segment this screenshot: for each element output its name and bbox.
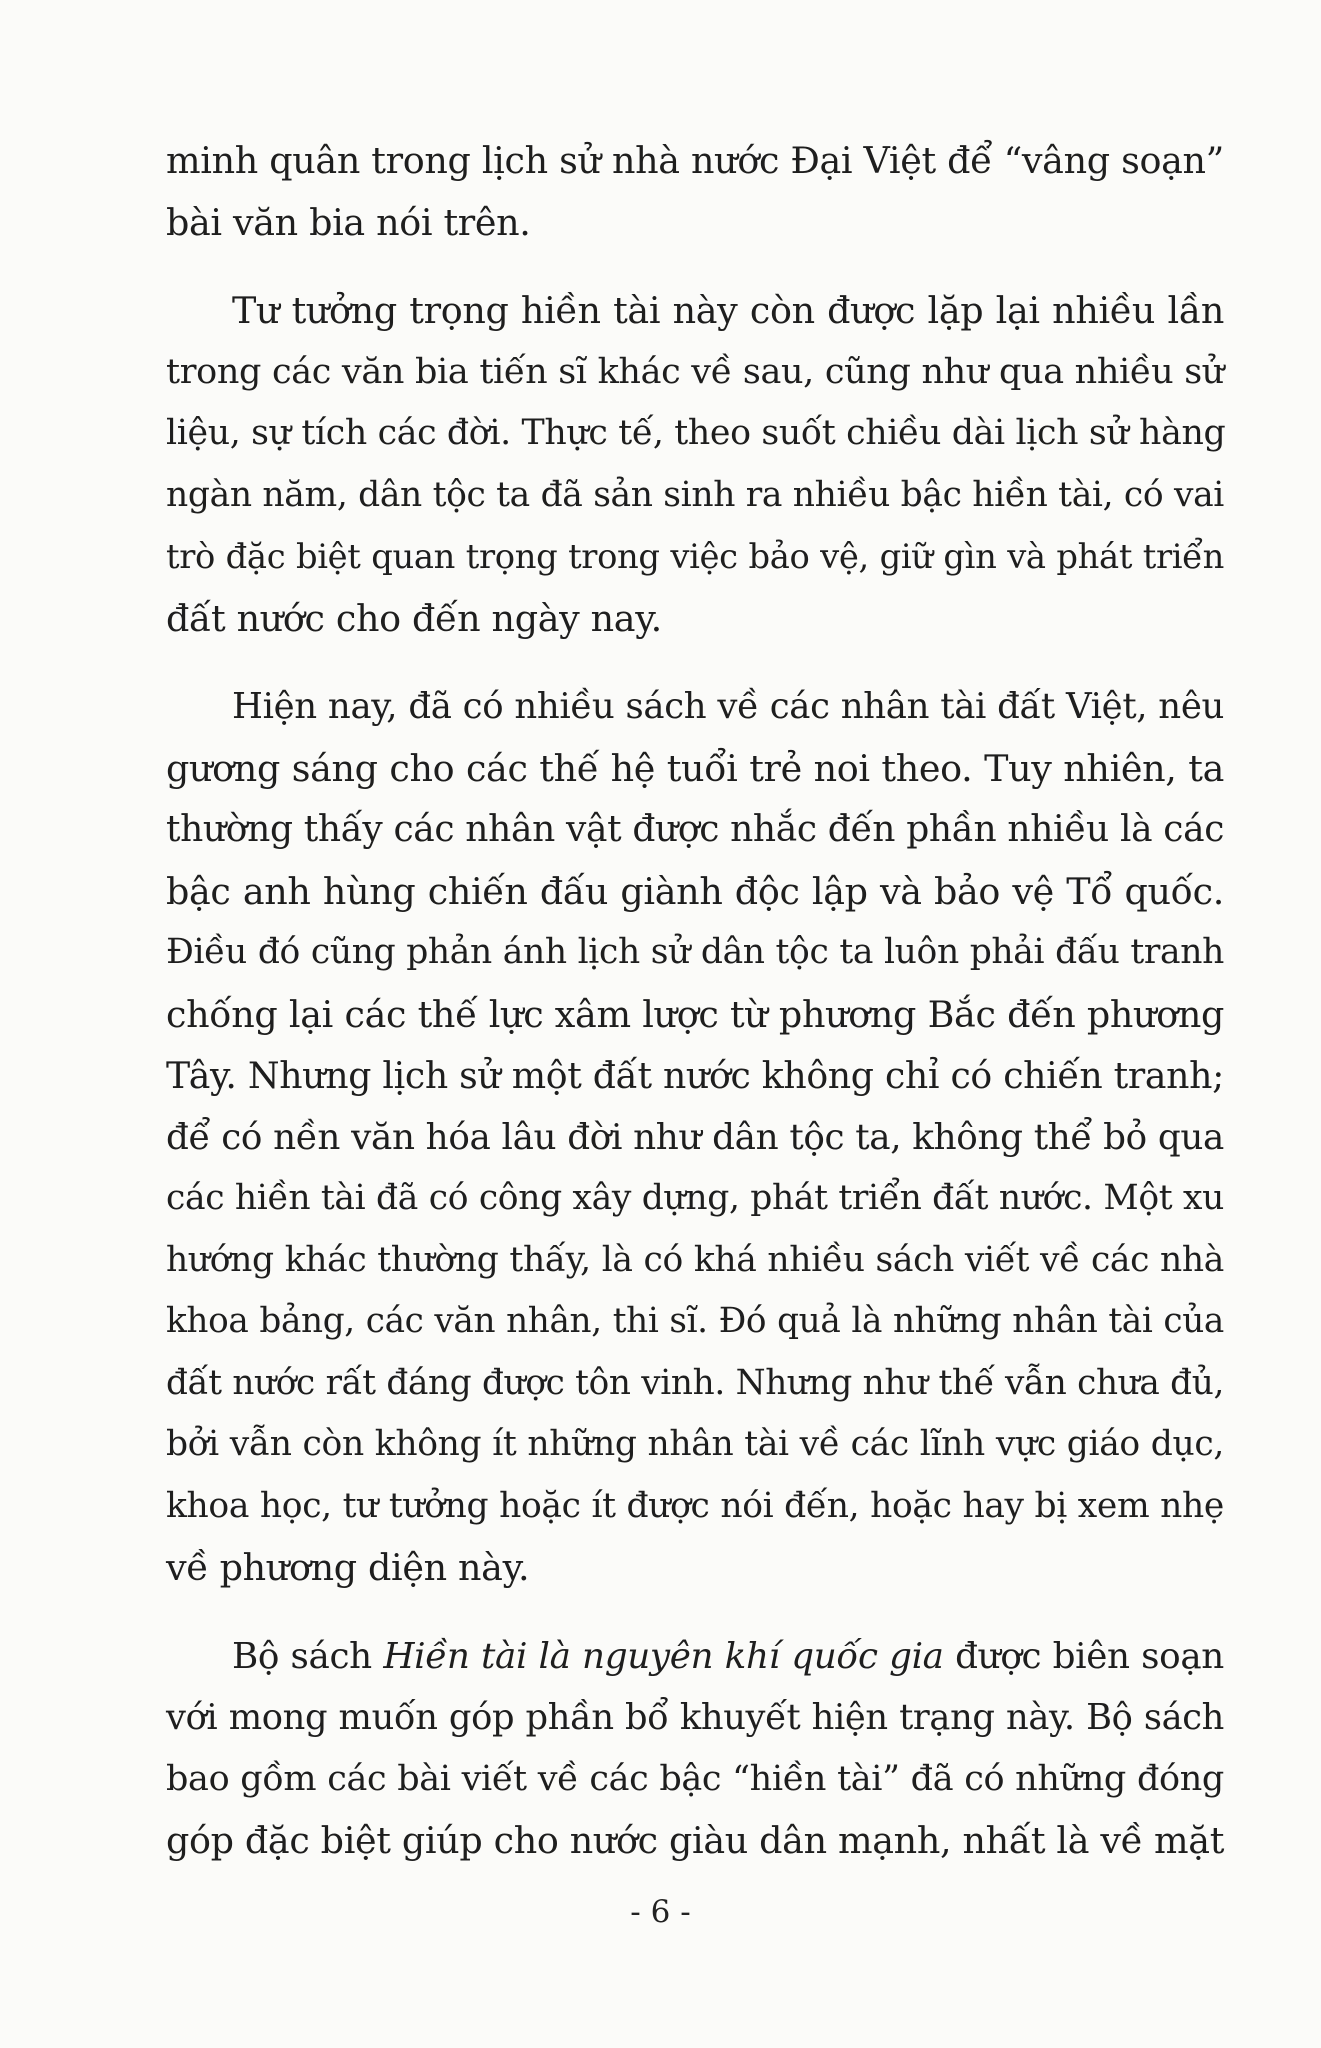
text-line: thường thấy các nhân vật được nhắc đến phần nhiều là các bbox=[166, 809, 1225, 850]
text-line: khoa bảng, các văn nhân, thi sĩ. Đó quả là những nhân tài của bbox=[166, 1301, 1224, 1341]
paragraph-1 bbox=[166, 130, 1224, 253]
page-number: - 6 - bbox=[630, 1894, 691, 1930]
text-line: các hiền tài đã có công xây dựng, phát triển đất nước. Một xu bbox=[166, 1178, 1224, 1218]
paragraph-3 bbox=[166, 676, 1224, 1599]
text-line: Hiện nay, đã có nhiều sách về các nhân tài đất Việt, nêu bbox=[232, 686, 1224, 727]
text-line bbox=[166, 1626, 1224, 1688]
body-text bbox=[166, 130, 1224, 1899]
text-span: được biên soạn bbox=[943, 1635, 1224, 1677]
text-line: bởi vẫn còn không ít những nhân tài về các lĩnh vực giáo dục, bbox=[166, 1424, 1224, 1464]
paragraph-4 bbox=[166, 1626, 1224, 1872]
text-line: góp đặc biệt giúp cho nước giàu dân mạnh, nhất là về mặt bbox=[166, 1819, 1225, 1862]
text-line: khoa học, tư tưởng hoặc ít được nói đến, hoặc hay bị xem nhẹ bbox=[166, 1485, 1224, 1526]
text-line: về phương diện này. bbox=[166, 1546, 530, 1589]
text-span: Bộ sách bbox=[232, 1635, 384, 1677]
text-line: bài văn bia nói trên. bbox=[166, 200, 531, 244]
text-line: trong các văn bia tiến sĩ khác về sau, cũng như qua nhiều sử bbox=[166, 351, 1224, 392]
text-line: với mong muốn góp phần bổ khuyết hiện trạng này. Bộ sách bbox=[166, 1697, 1224, 1738]
text-line: Điều đó cũng phản ánh lịch sử dân tộc ta luôn phải đấu tranh bbox=[166, 932, 1224, 972]
text-line: bậc anh hùng chiến đấu giành độc lập và bảo vệ Tổ quốc. bbox=[166, 869, 1224, 913]
text-line: đất nước cho đến ngày nay. bbox=[166, 596, 662, 640]
text-line: Tây. Nhưng lịch sử một đất nước không chỉ có chiến tranh; bbox=[166, 1054, 1224, 1097]
text-line: ngàn năm, dân tộc ta đã sản sinh ra nhiều bậc hiền tài, có vai bbox=[166, 474, 1224, 515]
text-line: gương sáng cho các thế hệ tuổi trẻ noi theo. Tuy nhiên, ta bbox=[166, 746, 1224, 790]
text-line: minh quân trong lịch sử nhà nước Đại Việt để “vâng soạn” bbox=[166, 139, 1224, 182]
book-title: Hiền tài là nguyên khí quốc gia bbox=[383, 1635, 944, 1677]
text-line: Tư tưởng trọng hiền tài này còn được lặp lại nhiều lần bbox=[232, 289, 1224, 332]
text-line: để có nền văn hóa lâu đời như dân tộc ta, không thể bỏ qua bbox=[166, 1116, 1224, 1158]
text-line: bao gồm các bài viết về các bậc “hiền tài” đã có những đóng bbox=[166, 1758, 1224, 1799]
text-line: trò đặc biệt quan trọng trong việc bảo vệ, giữ gìn và phát triển bbox=[166, 537, 1224, 576]
text-line: hướng khác thường thấy, là có khá nhiều sách viết về các nhà bbox=[166, 1239, 1224, 1280]
text-line: đất nước rất đáng được tôn vinh. Nhưng như thế vẫn chưa đủ, bbox=[166, 1362, 1224, 1403]
text-line: liệu, sự tích các đời. Thực tế, theo suốt chiều dài lịch sử hàng bbox=[166, 413, 1226, 453]
paragraph-2 bbox=[166, 280, 1224, 649]
text-line: chống lại các thế lực xâm lược từ phương Bắc đến phương bbox=[166, 992, 1224, 1036]
